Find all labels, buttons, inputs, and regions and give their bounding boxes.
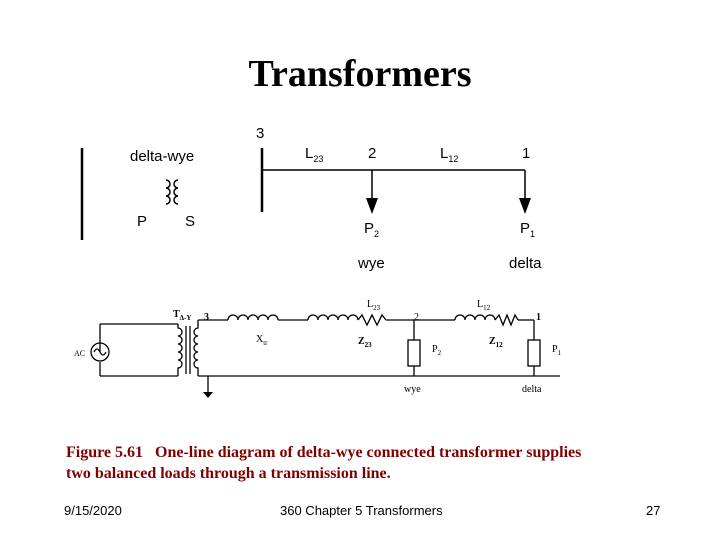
bus1-label: 1: [522, 145, 531, 162]
footer-chapter: 360 Chapter 5 Transformers: [280, 503, 443, 518]
p1-label: $P_1$: [552, 344, 562, 357]
circuit-bus1-label: 1: [536, 312, 541, 323]
xtr-label: $X_{tr}$: [256, 334, 268, 347]
l12-label: $L_{12}$: [477, 299, 491, 312]
source-label: AC: [74, 349, 86, 358]
load2-label: $P_2$: [364, 220, 380, 239]
transformer-type-label: delta-wye: [130, 148, 195, 165]
caption-line-2: two balanced loads through a transmission line.: [66, 465, 391, 482]
circuit-bus2-label: 2: [414, 312, 419, 323]
footer-page-number: 27: [646, 503, 661, 518]
l23-label: $L_{23}$: [367, 299, 381, 312]
primary-coil-icon: [178, 324, 182, 376]
line23-label: $L_{23}$: [305, 145, 324, 164]
load2-connection-label: wye: [358, 255, 385, 272]
z12-resistor-icon: [495, 315, 518, 325]
caption-line-1: Figure 5.61 One-line diagram of delta-wye connected transformer supplies: [66, 444, 582, 461]
secondary-label: S: [185, 213, 196, 230]
bus2-label: 2: [368, 145, 377, 162]
p1-load-icon: [528, 340, 540, 366]
primary-winding-icon: [166, 180, 170, 204]
ground-icon: [203, 392, 213, 398]
p2-label: $P_2$: [432, 344, 442, 357]
delta-label: delta: [522, 384, 542, 395]
z23-label: $Z_{23}$: [358, 336, 372, 349]
footer-date: 9/15/2020: [64, 503, 122, 518]
bus3-label: 3: [256, 125, 265, 142]
transformer-label: $T_{\Delta-Y}$: [173, 309, 192, 322]
l12-inductor-icon: [455, 315, 495, 320]
z23-resistor-icon: [358, 315, 386, 325]
slide-title: Transformers: [248, 53, 472, 95]
equivalent-circuit: [74, 299, 562, 398]
load2-arrow-head: [366, 198, 378, 214]
l23-inductor-icon: [308, 315, 358, 320]
primary-label: P: [137, 213, 148, 230]
load1-connection-label: delta: [509, 255, 542, 272]
p2-load-icon: [408, 340, 420, 366]
z12-label: $Z_{12}$: [489, 336, 503, 349]
one-line-diagram: [82, 125, 542, 272]
wye-label: wye: [404, 384, 421, 395]
circuit-bus3-label: 3: [204, 312, 209, 323]
xtr-inductor-icon: [228, 315, 278, 320]
line12-label: $L_{12}$: [440, 145, 459, 164]
secondary-winding-icon: [174, 180, 178, 204]
figure-caption: [66, 442, 686, 484]
load1-arrow-head: [519, 198, 531, 214]
load1-label: $P_1$: [520, 220, 536, 239]
secondary-coil-icon: [194, 320, 198, 376]
